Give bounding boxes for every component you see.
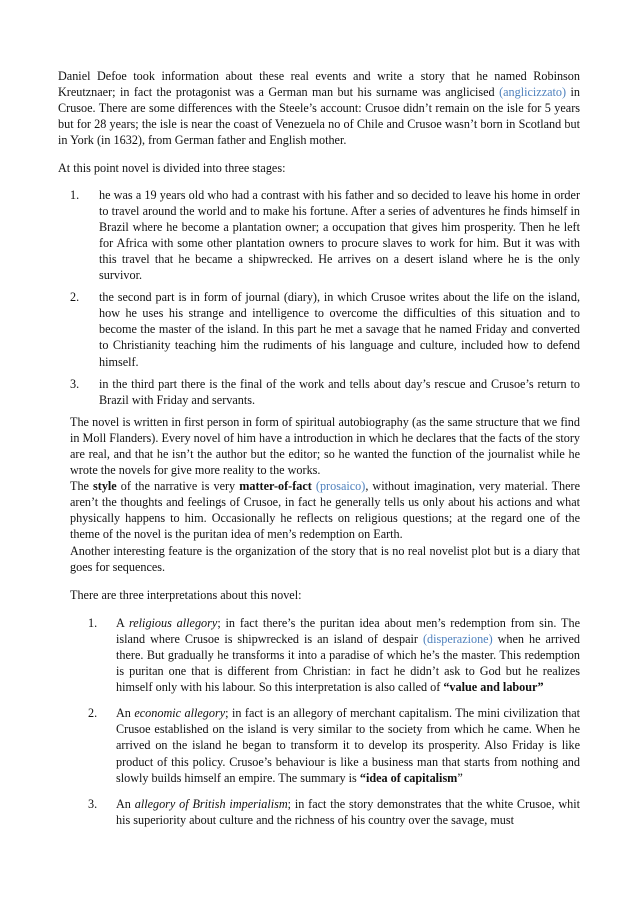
list-number: 2. xyxy=(88,706,98,721)
list-item: 2. the second part is in form of journal (diary), in which Crusoe writes about the life on the island, how he uses his strange and intelligence to overcome the difficulties of this situation and to become the master of the island. In this part he met a savage that he named Friday and converted to Christianity teaching him the rudiments of his language and culture, included how to defend himself. xyxy=(70,290,580,369)
list-item: 2. An economic allegory; in fact is an allegory of merchant capitalism. The mini civilization that Crusoe established on the island is very similar to the society from which he came. When he arrived on the island he began to transform it to develop its prosperity. Also Friday is like product of this policy. Crusoe’s behaviour is like a business man that starts from nothing and slowly builds himself an empire. The summary is “idea of capitalism” xyxy=(88,706,581,785)
list-number: 3. xyxy=(88,796,98,811)
style-section xyxy=(70,414,580,603)
interpretations-list xyxy=(88,615,580,828)
organization-paragraph: Another interesting feature is the organization of the story that is no real novelist plot but is a diary that goes for sequences. xyxy=(70,543,580,574)
translation-note: (prosaico) xyxy=(315,479,366,494)
document-page xyxy=(58,68,580,838)
list-number: 1. xyxy=(70,187,80,202)
list-item: 1. he was a 19 years old who had a contrast with his father and so decided to leave his home in order to travel around the world and to make his fortune. After a series of adventures he finds himself in Brazil where he become a plantation owner; a occupation that gives him prosperity. Then he left for Africa with some other plantation owners to procure slaves to work for him. But it was with this travel that he became a shipwrecked. He arrives on a desert island where he is the only survivor. xyxy=(70,187,580,283)
translation-note: (disperazione) xyxy=(422,631,493,646)
stages-list xyxy=(70,187,580,408)
list-number: 1. xyxy=(88,615,98,630)
list-item: 3. in the third part there is the final of the work and tells about day’s rescue and Crusoe’s return to Brazil with Friday and servants. xyxy=(70,376,580,407)
intro-paragraph: Daniel Defoe took information about these real events and write a story that he named Robinson Kreutznaer; in fact the protagonist was a German man but his surname was anglicised (anglicizzato) in Crusoe. There are some differences with the Steele’s account: Crusoe didn’t remain on the isle for 5 years but for 28 years; the isle is near the coast of Venezuela no of Chile and Crusoe wasn’t born in Scotland but in York (in 1632), from German father and English mother. xyxy=(58,69,580,148)
style-paragraph: The style of the narrative is very matter-of-fact (prosaico), without imagination, very material. There aren’t the thoughts and feelings of Crusoe, in fact he generally tells us only about his actions and what physically happens to him. Occasionally he reflects on religious questions; at the regard one of the theme of the novel is the puritan idea of men’s redemption on Earth. xyxy=(70,479,580,542)
interpretations-intro: There are three interpretations about this novel: xyxy=(70,587,302,602)
stages-intro: At this point novel is divided into three stages: xyxy=(58,161,286,176)
list-item: 1. A religious allegory; in fact there’s the puritan idea about men’s redemption from sin. The island where Crusoe is shipwrecked is an island of despair (disperazione) when he arrived there. But gradually he transforms it into a paradise of which he’s the master. This redemption is puritan one that is different from Christian: in fact he didn’t ask to God but he realizes himself only with his labour. So this interpretation is also called of “value and labour” xyxy=(88,615,580,695)
list-number: 2. xyxy=(70,290,80,305)
autobiography-paragraph: The novel is written in first person in form of spiritual autobiography (as the same structure that we find in Moll Flanders). Every novel of him have a introduction in which he declares that the facts of the story are real, and that he isn’t the author but the editor; so he wanted the function of the journalist while he wrote the novels for give more reality to the works. xyxy=(70,414,580,478)
list-number: 3. xyxy=(70,376,80,391)
translation-note: (anglicizzato) xyxy=(499,85,567,100)
list-item: 3. An allegory of British imperialism; in fact the story demonstrates that the white Crusoe, whit his superiority about culture and the richness of his country over the savage, must xyxy=(88,796,580,827)
